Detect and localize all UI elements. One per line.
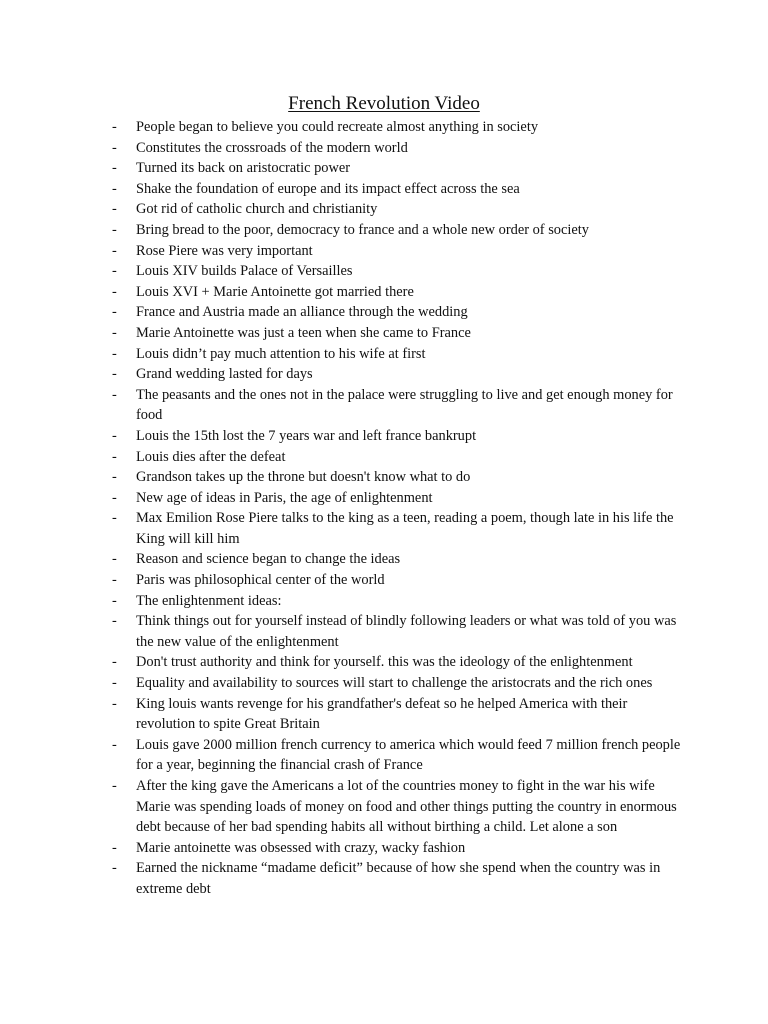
note-text: The enlightenment ideas: bbox=[136, 592, 282, 609]
bullet-dash: - bbox=[112, 324, 117, 341]
note-item bbox=[112, 858, 688, 899]
note-item bbox=[112, 323, 688, 344]
note-item bbox=[112, 508, 688, 549]
note-item bbox=[112, 591, 688, 612]
bullet-dash: - bbox=[112, 201, 117, 218]
bullet-dash: - bbox=[112, 242, 117, 259]
bullet-dash: - bbox=[112, 304, 117, 321]
notes-list bbox=[112, 117, 688, 900]
note-text: Think things out for yourself instead of blindly following leaders or what was told of you was the new value of the enlightenment bbox=[136, 613, 677, 650]
bullet-dash: - bbox=[112, 839, 117, 856]
note-item bbox=[112, 694, 688, 735]
bullet-dash: - bbox=[112, 448, 117, 465]
note-item bbox=[112, 302, 688, 323]
bullet-dash: - bbox=[112, 654, 117, 671]
note-item bbox=[112, 467, 688, 488]
note-item bbox=[112, 385, 688, 426]
note-text: Equality and availability to sources will start to challenge the aristocrats and the rich ones bbox=[136, 675, 653, 692]
note-text: After the king gave the Americans a lot of the countries money to fight in the war his wife Marie was spending loads of money on food and other things putting the country in enormous debt because of her bad spending habits all without birthing a child. Let alone a son bbox=[136, 778, 677, 836]
note-text: Shake the foundation of europe and its impact effect across the sea bbox=[136, 180, 520, 197]
note-text: Got rid of catholic church and christianity bbox=[136, 201, 378, 218]
note-text: Constitutes the crossroads of the modern world bbox=[136, 139, 408, 156]
note-text: Turned its back on aristocratic power bbox=[136, 160, 351, 177]
bullet-dash: - bbox=[112, 736, 117, 753]
bullet-dash: - bbox=[112, 221, 117, 238]
bullet-dash: - bbox=[112, 366, 117, 383]
bullet-dash: - bbox=[112, 160, 117, 177]
note-item bbox=[112, 735, 688, 776]
note-text: Louis didn’t pay much attention to his wife at first bbox=[136, 345, 426, 362]
note-item bbox=[112, 611, 688, 652]
bullet-dash: - bbox=[112, 139, 117, 156]
note-text: Marie Antoinette was just a teen when she came to France bbox=[136, 324, 471, 341]
note-item bbox=[112, 220, 688, 241]
bullet-dash: - bbox=[112, 489, 117, 506]
note-text: Louis dies after the defeat bbox=[136, 448, 286, 465]
bullet-dash: - bbox=[112, 510, 117, 527]
note-item bbox=[112, 261, 688, 282]
note-item bbox=[112, 447, 688, 468]
bullet-dash: - bbox=[112, 263, 117, 280]
note-text: Don't trust authority and think for yourself. this was the ideology of the enlightenment bbox=[136, 654, 633, 671]
note-item bbox=[112, 426, 688, 447]
note-item bbox=[112, 179, 688, 200]
bullet-dash: - bbox=[112, 427, 117, 444]
bullet-dash: - bbox=[112, 572, 117, 589]
document-title: French Revolution Video bbox=[288, 93, 480, 114]
note-item bbox=[112, 488, 688, 509]
note-text: Earned the nickname “madame deficit” because of how she spend when the country was in extreme debt bbox=[136, 860, 661, 897]
note-text: Louis XIV builds Palace of Versailles bbox=[136, 263, 353, 280]
note-item bbox=[112, 549, 688, 570]
note-item bbox=[112, 282, 688, 303]
bullet-dash: - bbox=[112, 613, 117, 630]
note-text: Louis XVI + Marie Antoinette got married there bbox=[136, 283, 414, 300]
bullet-dash: - bbox=[112, 695, 117, 712]
bullet-dash: - bbox=[112, 469, 117, 486]
note-text: New age of ideas in Paris, the age of enlightenment bbox=[136, 489, 433, 506]
note-item bbox=[112, 138, 688, 159]
bullet-dash: - bbox=[112, 860, 117, 877]
bullet-dash: - bbox=[112, 345, 117, 362]
note-text: Bring bread to the poor, democracy to france and a whole new order of society bbox=[136, 221, 589, 238]
note-text: Rose Piere was very important bbox=[136, 242, 313, 259]
note-text: The peasants and the ones not in the palace were struggling to live and get enough money for food bbox=[136, 386, 673, 424]
note-text: Louis the 15th lost the 7 years war and left france bankrupt bbox=[136, 427, 477, 444]
note-item bbox=[112, 241, 688, 262]
bullet-dash: - bbox=[112, 180, 117, 197]
note-text: Max Emilion Rose Piere talks to the king as a teen, reading a poem, though late in his life the King will kill him bbox=[136, 510, 674, 547]
note-item bbox=[112, 364, 688, 385]
bullet-dash: - bbox=[112, 675, 117, 692]
note-item bbox=[112, 117, 688, 138]
note-item bbox=[112, 158, 688, 179]
note-text: Reason and science began to change the ideas bbox=[136, 551, 401, 568]
note-text: Louis gave 2000 million french currency to america which would feed 7 million french people for a year, beginning the financial crash of France bbox=[136, 736, 681, 774]
note-item bbox=[112, 652, 688, 673]
note-item bbox=[112, 673, 688, 694]
bullet-dash: - bbox=[112, 551, 117, 568]
note-text: King louis wants revenge for his grandfather's defeat so he helped America with their revolution to spite Great Britain bbox=[136, 695, 628, 733]
note-item bbox=[112, 776, 688, 838]
note-item bbox=[112, 344, 688, 365]
note-text: Grandson takes up the throne but doesn't know what to do bbox=[136, 469, 471, 486]
bullet-dash: - bbox=[112, 283, 117, 300]
note-text: Grand wedding lasted for days bbox=[136, 366, 313, 383]
note-text: Paris was philosophical center of the world bbox=[136, 572, 385, 589]
note-item bbox=[112, 199, 688, 220]
bullet-dash: - bbox=[112, 592, 117, 609]
bullet-dash: - bbox=[112, 778, 117, 794]
bullet-dash: - bbox=[112, 119, 117, 135]
note-text: France and Austria made an alliance through the wedding bbox=[136, 304, 468, 321]
note-text: Marie antoinette was obsessed with crazy, wacky fashion bbox=[136, 839, 466, 856]
note-text: People began to believe you could recreate almost anything in society bbox=[136, 119, 539, 135]
note-item bbox=[112, 838, 688, 859]
bullet-dash: - bbox=[112, 386, 117, 403]
note-item bbox=[112, 570, 688, 591]
